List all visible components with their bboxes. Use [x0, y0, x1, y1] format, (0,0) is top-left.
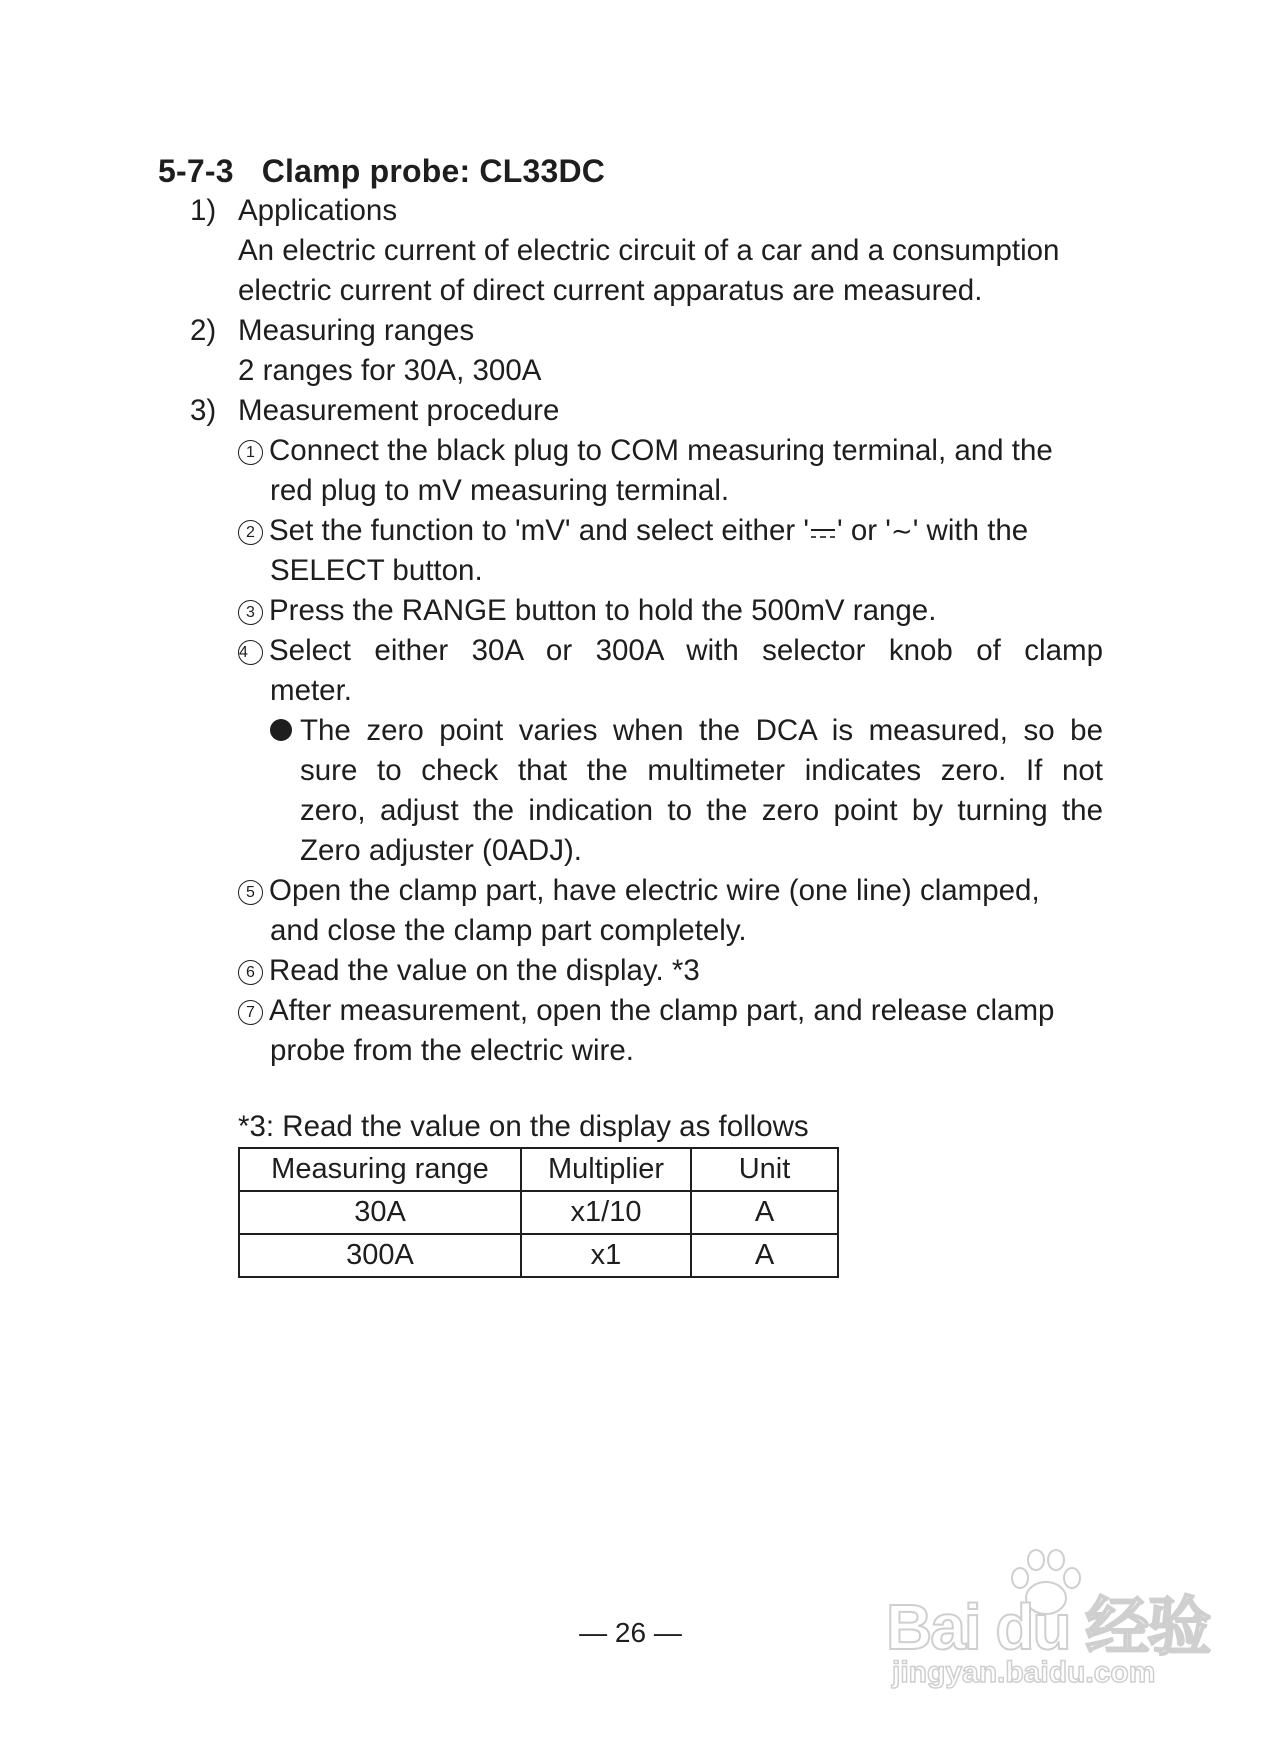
note-line-3: zero, adjust the indication to the zero point by turning the [300, 794, 1103, 827]
table-row [239, 1234, 838, 1277]
step-2-text-c: ' with the [912, 514, 1029, 547]
bullet-icon [270, 719, 292, 741]
display-multiplier-table [238, 1147, 839, 1278]
baidu-watermark [886, 1548, 1210, 1698]
item-1-heading: Applications [238, 194, 398, 227]
ac-symbol-icon: ∼ [890, 516, 913, 546]
step-5 [238, 871, 1040, 911]
table-cell: x1/10 [521, 1191, 691, 1234]
step-7-line-1: After measurement, open the clamp part, and release clamp [269, 994, 1055, 1027]
step-4 [238, 631, 1103, 671]
table-header-row [239, 1148, 838, 1191]
table-header-multiplier: Multiplier [521, 1148, 691, 1191]
step-7-number: 7 [238, 1000, 263, 1025]
step-1 [238, 431, 1053, 471]
item-3-marker: 3) [190, 394, 217, 427]
note-line-2: sure to check that the multimeter indicates zero. If not [300, 754, 1103, 787]
step-4-number: 4 [238, 640, 263, 665]
step-3-line-1: Press the RANGE button to hold the 500mV range. [269, 594, 937, 627]
section-title: Clamp probe: CL33DC [261, 153, 606, 189]
step-1-number: 1 [238, 440, 263, 465]
step-3-number: 3 [238, 600, 263, 625]
step-2-number: 2 [238, 520, 263, 545]
page-number: — 26 — [579, 1617, 682, 1648]
item-3-heading: Measurement procedure [238, 394, 560, 427]
step-6-number: 6 [238, 960, 263, 985]
item-1-body-line-2: electric current of direct current apparatus are measured. [238, 274, 983, 307]
step-4-line-1: Select either 30A or 300A with selector knob of clamp [269, 634, 1103, 667]
step-5-line-1: Open the clamp part, have electric wire (one line) clamped, [269, 874, 1040, 907]
step-2-text-a: Set the function to 'mV' and select either ' [269, 514, 810, 547]
section-heading [158, 153, 605, 190]
step-6-line-1: Read the value on the display. *3 [269, 954, 700, 987]
section-number: 5-7-3 [158, 153, 234, 189]
step-1-line-2: red plug to mV measuring terminal. [270, 474, 730, 507]
table-cell: A [691, 1191, 838, 1234]
step-5-line-2: and close the clamp part completely. [270, 914, 747, 947]
step-3 [238, 591, 936, 631]
note-line-4: Zero adjuster (0ADJ). [300, 834, 582, 867]
step-7 [238, 991, 1054, 1031]
table-cell: 30A [239, 1191, 521, 1234]
step-2-line-2: SELECT button. [270, 554, 483, 587]
item-1-body-line-1: An electric current of electric circuit of a car and a consumption [238, 234, 1060, 267]
footnote: *3: Read the value on the display as follows [238, 1110, 809, 1143]
step-5-number: 5 [238, 880, 263, 905]
item-2-marker: 2) [190, 314, 217, 347]
dc-symbol-icon [809, 526, 837, 540]
table-cell: A [691, 1234, 838, 1277]
note-line-1: The zero point varies when the DCA is measured, so be [270, 711, 1103, 751]
table-header-range: Measuring range [239, 1148, 521, 1191]
table-cell: x1 [521, 1234, 691, 1277]
table-cell: 300A [239, 1234, 521, 1277]
watermark-brand: Bai du 经验 [886, 1591, 1210, 1663]
step-6 [238, 951, 700, 991]
item-2-heading: Measuring ranges [238, 314, 475, 347]
watermark-url: jingyan.baidu.com [892, 1656, 1156, 1689]
item-2-body-line-1: 2 ranges for 30A, 300A [238, 354, 542, 387]
item-1-marker: 1) [190, 194, 217, 227]
step-7-line-2: probe from the electric wire. [270, 1034, 634, 1067]
step-2-text-b: ' or ' [837, 514, 891, 547]
table-row [239, 1191, 838, 1234]
step-4-line-2: meter. [270, 674, 352, 707]
step-2 [238, 511, 1028, 551]
step-1-line-1: Connect the black plug to COM measuring terminal, and the [269, 434, 1053, 467]
table-header-unit: Unit [691, 1148, 838, 1191]
